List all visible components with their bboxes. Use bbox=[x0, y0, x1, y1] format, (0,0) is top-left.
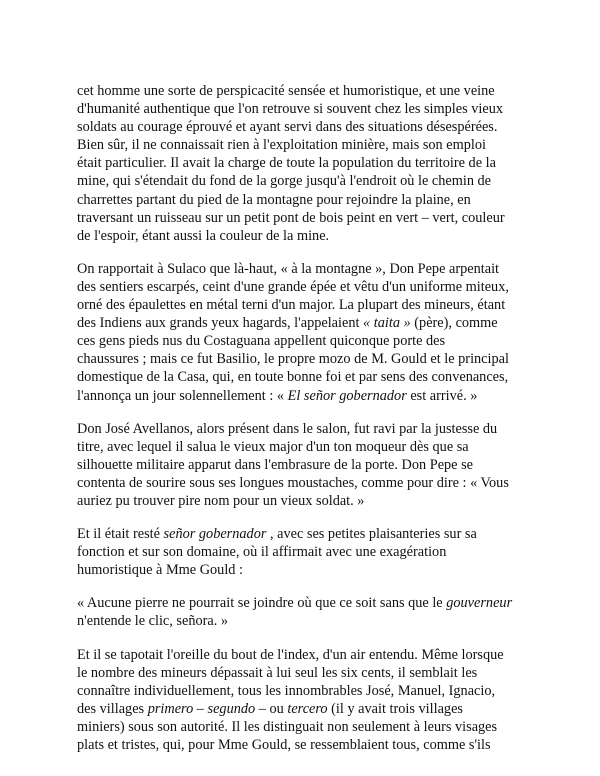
text-run: silhouette militaire apparut dans l'embrasure de la porte. Don Pepe se bbox=[77, 456, 474, 473]
text-run: (il y avait trois villages bbox=[327, 700, 463, 717]
text-line bbox=[77, 718, 533, 736]
italic-text: señor gobernador bbox=[163, 526, 267, 543]
text-run: ces gens pieds nus du Costaguana appellent quiconque porte des bbox=[77, 333, 446, 350]
text-run: ou bbox=[265, 700, 288, 717]
text-run: connaître individuellement, tous les innombrables José, Manuel, Ignacio, bbox=[77, 682, 496, 699]
text-run: Bien sûr, il ne connaissait rien à l'exploitation minière, mais son emploi bbox=[77, 137, 486, 154]
text-line bbox=[77, 350, 533, 368]
text-line bbox=[77, 136, 533, 154]
paragraph bbox=[77, 594, 533, 630]
text-run: , avec ses petites plaisanteries sur sa bbox=[266, 526, 477, 543]
text-run: charrettes partant du pied de la montagne pour rejoindre la plaine, en bbox=[77, 191, 471, 208]
text-run: des Indiens aux grands yeux hagards, l'appelaient bbox=[77, 315, 364, 332]
text-run: Et il était resté bbox=[77, 526, 164, 543]
text-run: fonction et sur son domaine, où il affirmait avec une exagération bbox=[77, 544, 447, 561]
text-line bbox=[77, 646, 533, 664]
text-run: Don José Avellanos, alors présent dans le salon, fut ravi par la justesse du bbox=[77, 420, 498, 437]
italic-text: primero – segundo – bbox=[147, 700, 266, 717]
text-run: Et il se tapotait l'oreille du bout de l'index, d'un air entendu. Même lorsque bbox=[77, 646, 504, 663]
text-line bbox=[77, 525, 533, 543]
text-run: n'entende le clic, señora. » bbox=[77, 613, 229, 630]
text-run: (père), comme bbox=[410, 315, 498, 332]
text-line bbox=[77, 368, 533, 386]
text-line bbox=[77, 543, 533, 561]
paragraph bbox=[77, 525, 533, 579]
text-line bbox=[77, 700, 533, 718]
text-run: l'annonça un jour solennellement : « bbox=[77, 387, 288, 404]
text-run: titre, avec lequel il salua le vieux major d'un ton moqueur dès que sa bbox=[77, 438, 469, 455]
text-run: est arrivé. » bbox=[406, 387, 478, 404]
italic-text: gouverneur bbox=[446, 595, 513, 612]
text-line bbox=[77, 191, 533, 209]
text-run: domestique de la Casa, qui, en toute bonne foi et par sens des convenances, bbox=[77, 369, 509, 386]
text-run: était particulier. Il avait la charge de toute la population du territoire de la bbox=[77, 155, 496, 172]
paragraph bbox=[77, 82, 533, 245]
text-run: d'humanité authentique que l'on retrouve si souvent chez les simples vieux bbox=[77, 101, 504, 118]
text-run: cet homme une sorte de perspicacité sensée et humoristique, et une veine bbox=[77, 83, 495, 99]
text-line bbox=[77, 420, 533, 438]
text-line bbox=[77, 332, 533, 350]
text-run: de l'espoir, étant aussi la couleur de la mine. bbox=[77, 227, 330, 244]
text-line bbox=[77, 612, 533, 630]
text-run: auriez pu trouver pire nom pour un vieux soldat. » bbox=[77, 492, 365, 509]
text-line bbox=[77, 100, 533, 118]
paragraph bbox=[77, 646, 533, 755]
text-line bbox=[77, 438, 533, 456]
text-line bbox=[77, 296, 533, 314]
text-line bbox=[77, 664, 533, 682]
italic-text: El señor gobernador bbox=[287, 387, 407, 404]
text-run: des sentiers escarpés, ceint d'une grande épée et vêtu d'un uniforme miteux, bbox=[77, 278, 509, 295]
text-line bbox=[77, 209, 533, 227]
text-run: On rapportait à Sulaco que là-haut, « à la montagne », Don Pepe arpentait bbox=[77, 260, 500, 277]
text-run: le nombre des mineurs dépassait à lui seul les six cents, il semblait les bbox=[77, 664, 478, 681]
text-line bbox=[77, 278, 533, 296]
text-line bbox=[77, 260, 533, 278]
text-run: chaussures ; mais ce fut Basilio, le propre mozo de M. Gould et le principal bbox=[77, 351, 509, 368]
document-page bbox=[77, 82, 533, 769]
text-run: traversant un ruisseau sur un petit pont de bois peint en vert – vert, couleur bbox=[77, 209, 505, 226]
text-run: mine, qui s'étendait du fond de la gorge jusqu'à l'endroit où le chemin de bbox=[77, 173, 492, 190]
text-run: miniers) sous son autorité. Il les distinguait non seulement à leurs visages bbox=[77, 718, 498, 735]
text-run: orné des épaulettes en métal terni d'un major. La plupart des mineurs, étant bbox=[77, 297, 506, 314]
text-line bbox=[77, 561, 533, 579]
paragraph bbox=[77, 260, 533, 405]
italic-text: tercero bbox=[287, 700, 328, 717]
text-line bbox=[77, 172, 533, 190]
text-line bbox=[77, 456, 533, 474]
text-line bbox=[77, 594, 533, 612]
italic-text: « taita » bbox=[363, 315, 411, 332]
text-line bbox=[77, 82, 533, 100]
text-line bbox=[77, 118, 533, 136]
text-line bbox=[77, 227, 533, 245]
text-run: contenta de sourire sous ses longues moustaches, comme pour dire : « Vous bbox=[77, 474, 509, 491]
text-run: des villages bbox=[77, 700, 148, 717]
text-run: plats et tristes, qui, pour Mme Gould, se ressemblaient tous, comme s'ils bbox=[77, 737, 491, 753]
text-line bbox=[77, 314, 533, 332]
text-line bbox=[77, 736, 533, 754]
text-run: soldats au courage éprouvé et ayant servi dans des situations désespérées. bbox=[77, 119, 498, 136]
text-line bbox=[77, 387, 533, 405]
text-line bbox=[77, 474, 533, 492]
text-run: humoristique à Mme Gould : bbox=[77, 562, 243, 579]
paragraph bbox=[77, 420, 533, 510]
text-line bbox=[77, 492, 533, 510]
text-run: « Aucune pierre ne pourrait se joindre où que ce soit sans que le bbox=[77, 595, 447, 612]
text-line bbox=[77, 682, 533, 700]
text-line bbox=[77, 154, 533, 172]
